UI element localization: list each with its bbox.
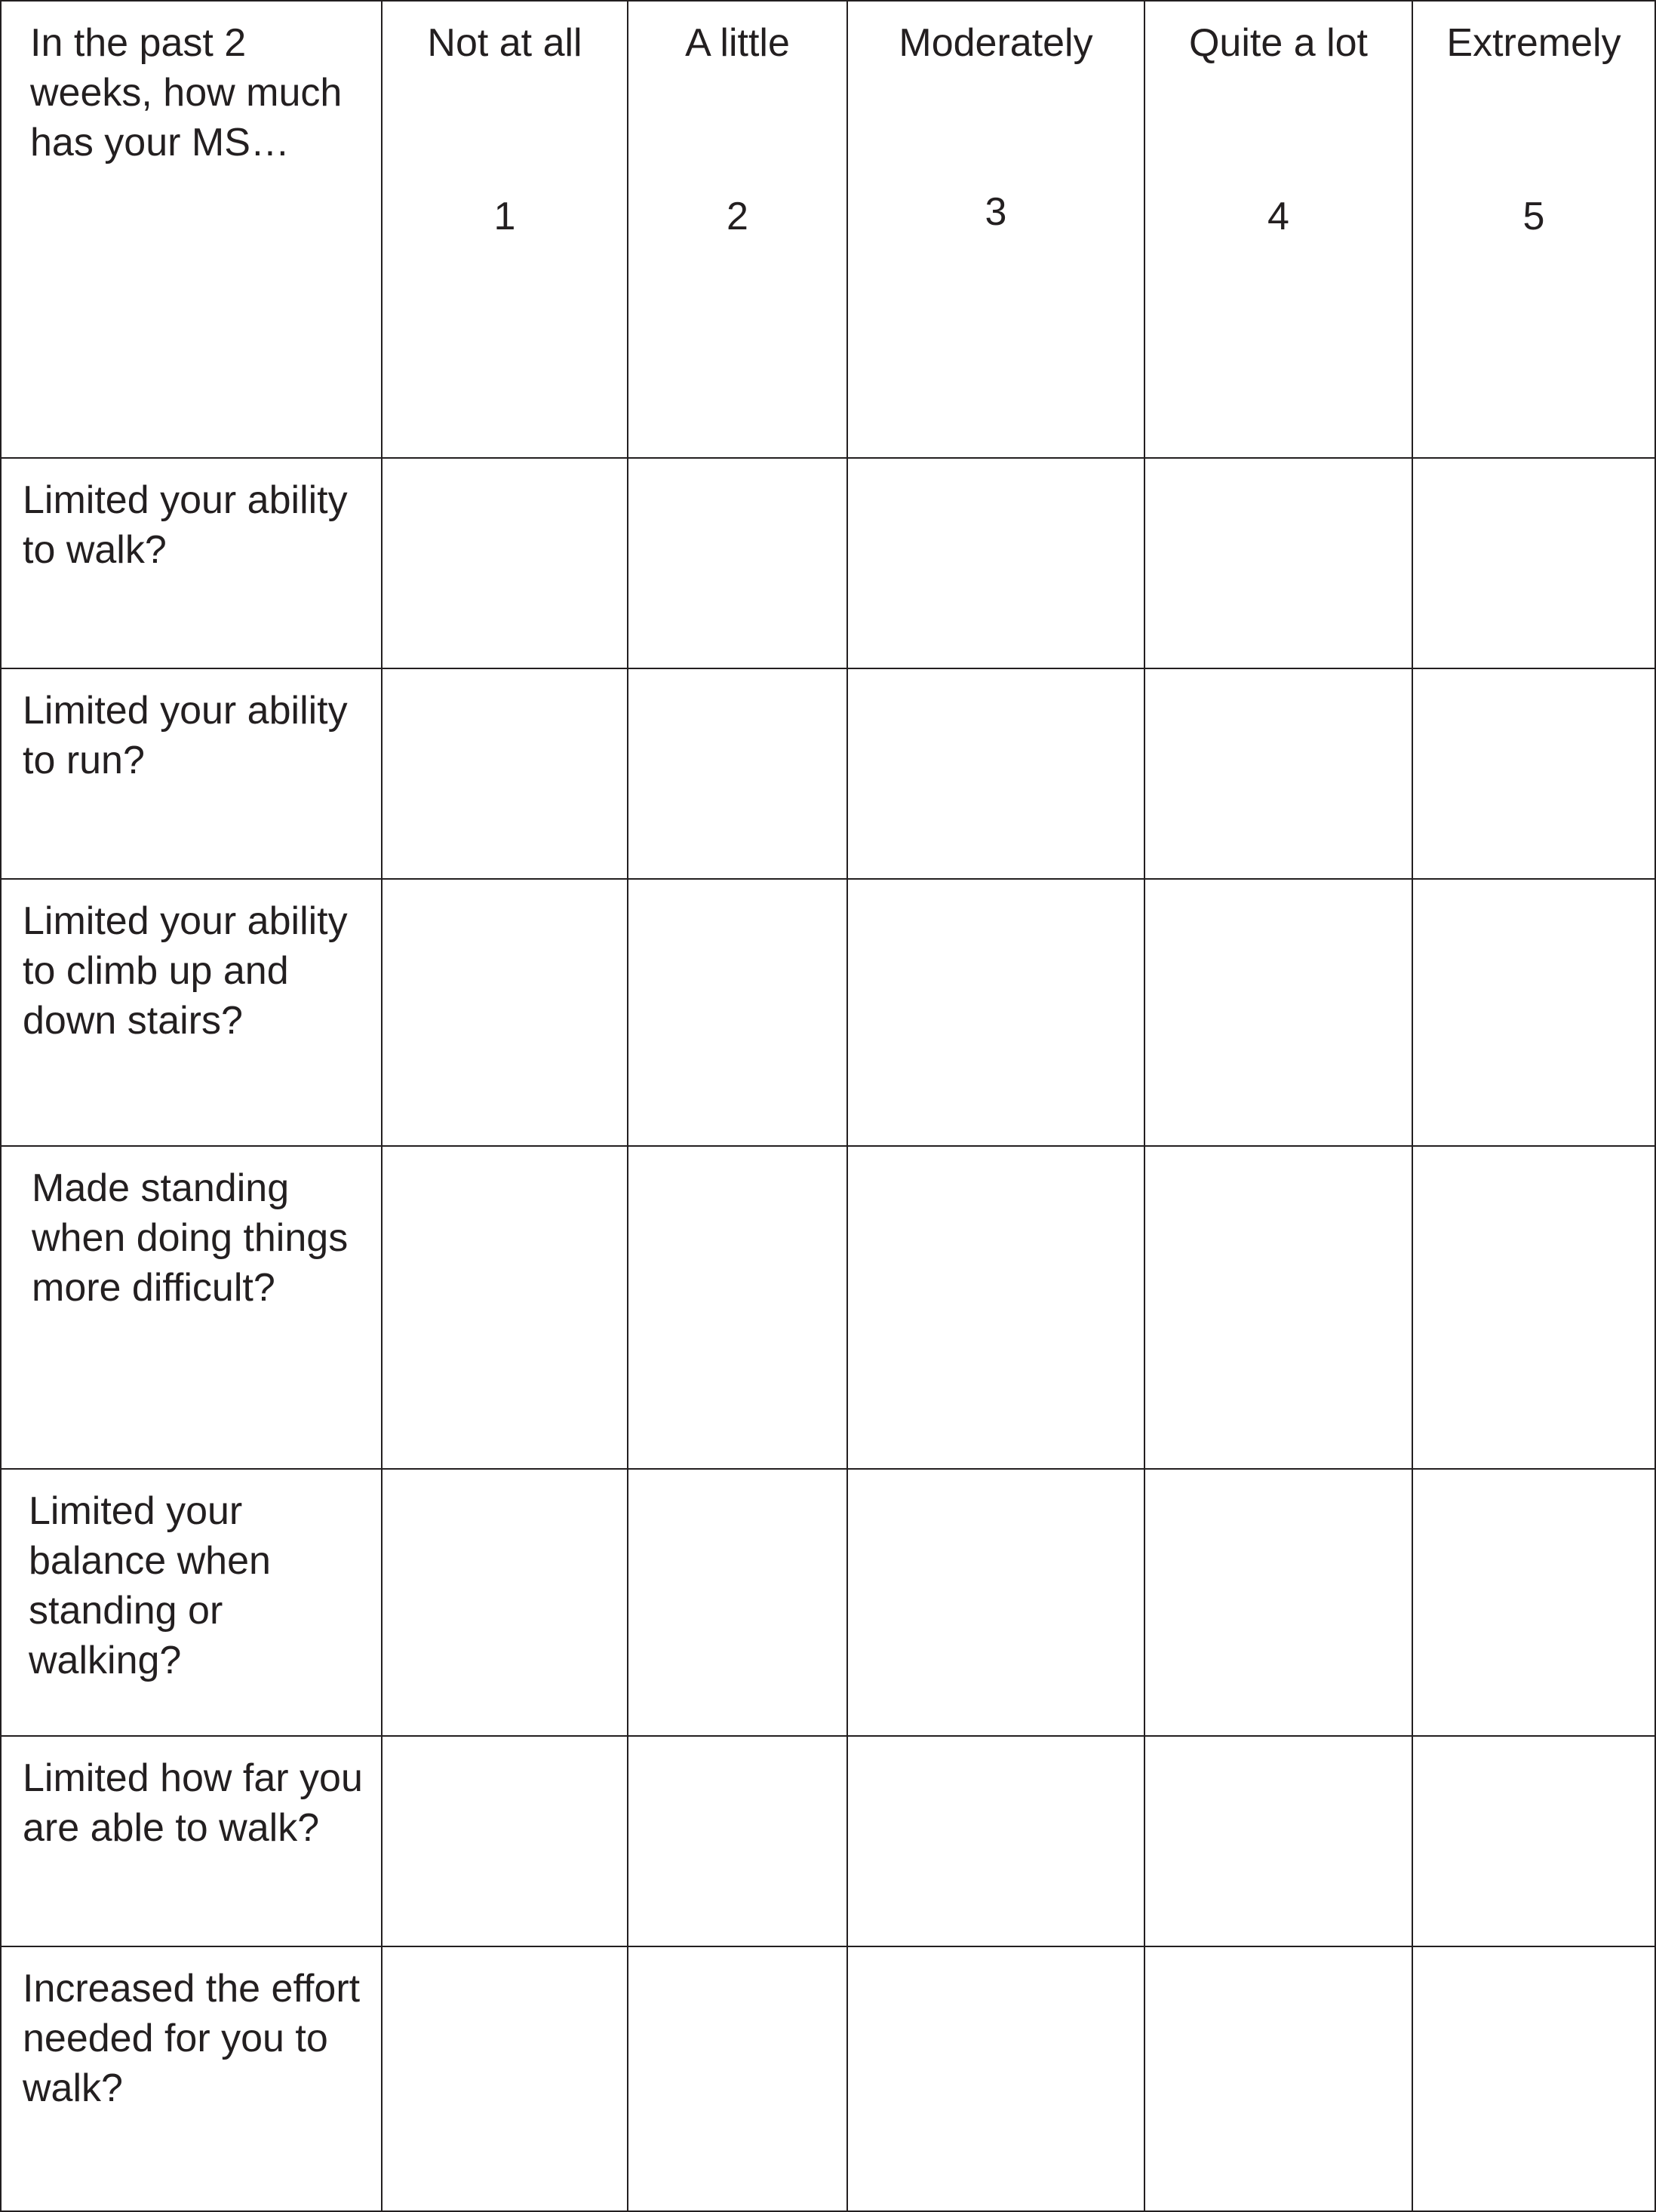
response-cell-not-at-all[interactable] (382, 1146, 628, 1469)
question-cell (1, 1469, 382, 1736)
response-cell-moderately[interactable] (847, 1146, 1144, 1469)
option-value: 1 (493, 195, 516, 238)
option-header-1 (382, 1, 628, 458)
response-cell-quite-a-lot[interactable] (1144, 458, 1412, 668)
question-row (1, 1469, 1655, 1736)
response-cell-quite-a-lot[interactable] (1144, 1146, 1412, 1469)
question-stem-cell (1, 1, 382, 458)
response-cell-extremely[interactable] (1412, 879, 1655, 1146)
option-label: Not at all (427, 21, 582, 65)
response-cell-not-at-all[interactable] (382, 1736, 628, 1946)
option-value: 3 (985, 190, 1007, 234)
response-cell-a-little[interactable] (628, 1736, 847, 1946)
response-cell-a-little[interactable] (628, 1469, 847, 1736)
response-cell-moderately[interactable] (847, 458, 1144, 668)
response-cell-extremely[interactable] (1412, 668, 1655, 879)
question-row (1, 1736, 1655, 1946)
response-cell-moderately[interactable] (847, 879, 1144, 1146)
question-cell (1, 458, 382, 668)
question-row (1, 458, 1655, 668)
option-label: Extremely (1446, 21, 1621, 65)
response-cell-a-little[interactable] (628, 458, 847, 668)
question-cell (1, 1946, 382, 2211)
option-value: 4 (1267, 195, 1289, 238)
question-stem: In the past 2 weeks, how much has your MS… (30, 21, 343, 164)
question-text: Limited your ability to walk? (23, 478, 348, 572)
question-cell (1, 1736, 382, 1946)
option-header-4 (1144, 1, 1412, 458)
response-cell-not-at-all[interactable] (382, 879, 628, 1146)
question-cell (1, 879, 382, 1146)
question-row (1, 668, 1655, 879)
option-value: 5 (1522, 195, 1545, 238)
response-cell-extremely[interactable] (1412, 1946, 1655, 2211)
response-cell-a-little[interactable] (628, 1946, 847, 2211)
question-text: Increased the effort needed for you to walk? (23, 1967, 361, 2110)
response-cell-quite-a-lot[interactable] (1144, 1946, 1412, 2211)
response-cell-a-little[interactable] (628, 668, 847, 879)
question-row (1, 1146, 1655, 1469)
question-cell (1, 1146, 382, 1469)
response-cell-quite-a-lot[interactable] (1144, 1469, 1412, 1736)
response-cell-a-little[interactable] (628, 1146, 847, 1469)
question-text: Limited your ability to run? (23, 689, 348, 782)
option-header-2 (628, 1, 847, 458)
question-text: Limited your balance when standing or walking? (29, 1489, 271, 1682)
response-cell-extremely[interactable] (1412, 458, 1655, 668)
option-label: Quite a lot (1188, 21, 1369, 65)
question-row (1, 1946, 1655, 2211)
response-cell-moderately[interactable] (847, 1469, 1144, 1736)
response-cell-not-at-all[interactable] (382, 1469, 628, 1736)
question-cell (1, 668, 382, 879)
option-value: 2 (727, 195, 748, 238)
response-cell-moderately[interactable] (847, 1946, 1144, 2211)
response-cell-quite-a-lot[interactable] (1144, 1736, 1412, 1946)
response-cell-not-at-all[interactable] (382, 1946, 628, 2211)
response-cell-quite-a-lot[interactable] (1144, 668, 1412, 879)
option-label: A little (685, 21, 790, 65)
question-text: Limited your ability to climb up and down stairs? (23, 899, 348, 1043)
response-cell-extremely[interactable] (1412, 1736, 1655, 1946)
header-row (1, 1, 1655, 458)
response-cell-moderately[interactable] (847, 668, 1144, 879)
response-cell-extremely[interactable] (1412, 1146, 1655, 1469)
response-cell-a-little[interactable] (628, 879, 847, 1146)
question-text: Limited how far you are able to walk? (23, 1756, 363, 1850)
option-header-5 (1412, 1, 1655, 458)
response-cell-moderately[interactable] (847, 1736, 1144, 1946)
response-cell-not-at-all[interactable] (382, 458, 628, 668)
question-row (1, 879, 1655, 1146)
response-cell-not-at-all[interactable] (382, 668, 628, 879)
option-label: Moderately (899, 21, 1093, 65)
response-cell-quite-a-lot[interactable] (1144, 879, 1412, 1146)
response-cell-extremely[interactable] (1412, 1469, 1655, 1736)
option-header-3 (847, 1, 1144, 458)
question-text: Made standing when doing things more difficult? (32, 1166, 349, 1310)
